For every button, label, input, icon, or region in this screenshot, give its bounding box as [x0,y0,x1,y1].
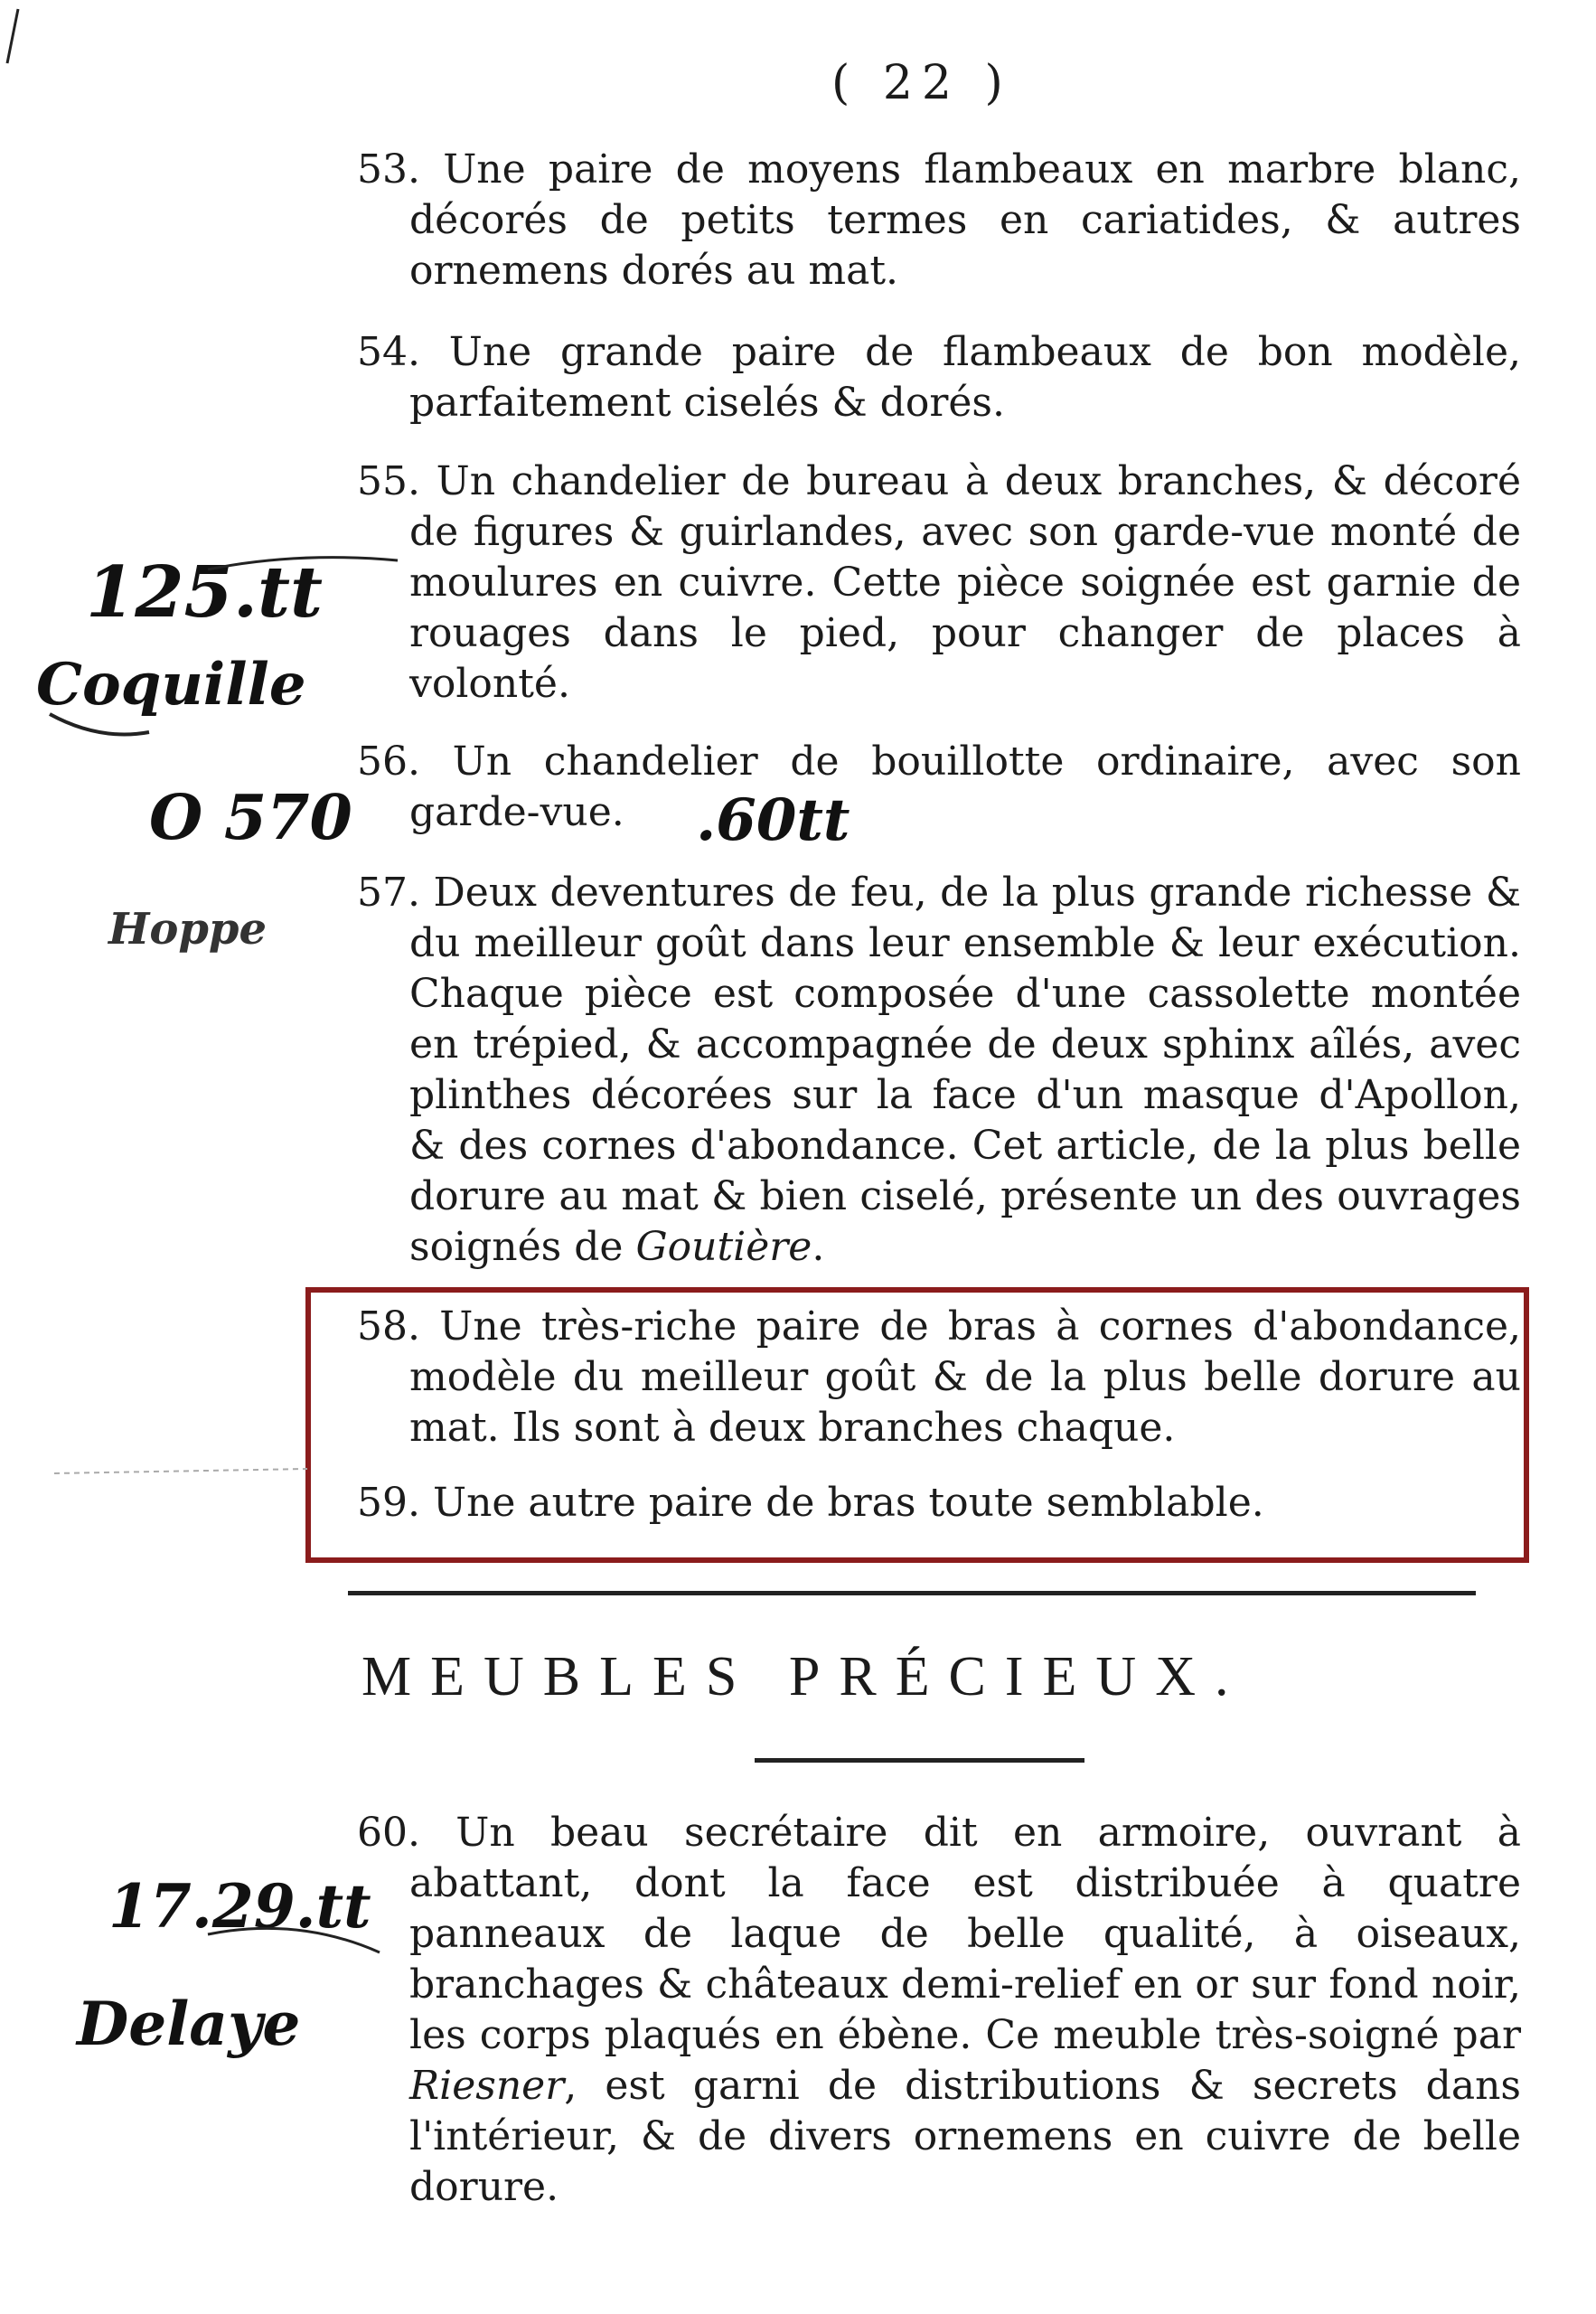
annotation-price-55: 125.tt [86,551,324,634]
annotation-price-56: .60tt [696,786,850,854]
entry-text: Un chandelier de bouillotte ordinaire, avec son garde-vue. [409,738,1521,835]
entry-text: Une grande paire de flambeaux de bon modèle, parfaitement ciselés & dorés. [409,329,1521,426]
entry-text-before: Un beau secrétaire dit en armoire, ouvrant à abattant, dont la face est distribuée à quatre panneaux de laque de belle qualité, à oiseaux, branchages & châteaux demi-relief en or sur fond noir, les corps plaqués en ébène. Ce meuble très-soigné par [409,1810,1521,2058]
entry-number: 56. [357,738,420,785]
entry-number: 59. [357,1480,420,1526]
annotation-price-60: 17.29.tt [108,1871,371,1942]
section-title: MEUBLES PRÉCIEUX. [361,1646,1248,1707]
entry-text: Une autre paire de bras toute semblable. [432,1480,1264,1526]
annotation-buyer-55: Coquille [36,651,306,719]
entry-number: 60. [357,1810,420,1856]
page-number: ( 22 ) [831,56,1012,110]
entry-number: 57. [357,870,420,916]
entry-text: Une paire de moyens flambeaux en marbre blanc, décorés de petits termes en cariatides, & autres ornemens dorés au mat. [409,146,1521,294]
entry-number: 53. [357,146,420,193]
annotation-buyer-57: Hoppe [108,904,268,955]
entry-text-after: , est garni de distributions & secrets dans l'intérieur, & de divers ornemens en cuivre de belle dorure. [409,2063,1521,2210]
annotation-flourish [50,714,149,735]
entry-text-after: . [812,1224,825,1270]
annotation-stroke [208,1928,380,1952]
craftsman-name: Goutière [635,1224,812,1270]
annotation-stroke [208,558,398,569]
entry-number: 54. [357,329,420,375]
craftsman-name: Riesner [409,2063,565,2109]
annotation-buyer-60: Delaye [77,1989,301,2059]
annotation-price-57: O 570 [149,782,352,854]
entry-text: Un chandelier de bureau à deux branches, & décoré de figures & guirlandes, avec son garde-vue monté de moulures en cuivre. Cette pièce soignée est garnie de rouages dans le pied, pour changer de places à volonté. [409,458,1521,707]
entry-text: Une très-riche paire de bras à cornes d'abondance, modèle du meilleur goût & de la plus belle dorure au mat. Ils sont à deux branches chaque. [409,1303,1521,1451]
faint-marginal-note [54,1469,307,1473]
entry-number: 55. [357,458,420,504]
entry-number: 58. [357,1303,420,1350]
entry-text-before: Deux deventures de feu, de la plus grande richesse & du meilleur goût dans leur ensemble & leur exécution. Chaque pièce est composée d'une cassolette montée en trépied, & accompagnée de deux sphinx aîlés, avec plinthes décorées sur la face d'un masque d'Apollon, & des cornes d'abondance. Cet article, de la plus belle dorure au mat & bien ciselé, présente un des ouvrages soignés de [409,870,1521,1270]
margin-stroke [7,9,18,63]
